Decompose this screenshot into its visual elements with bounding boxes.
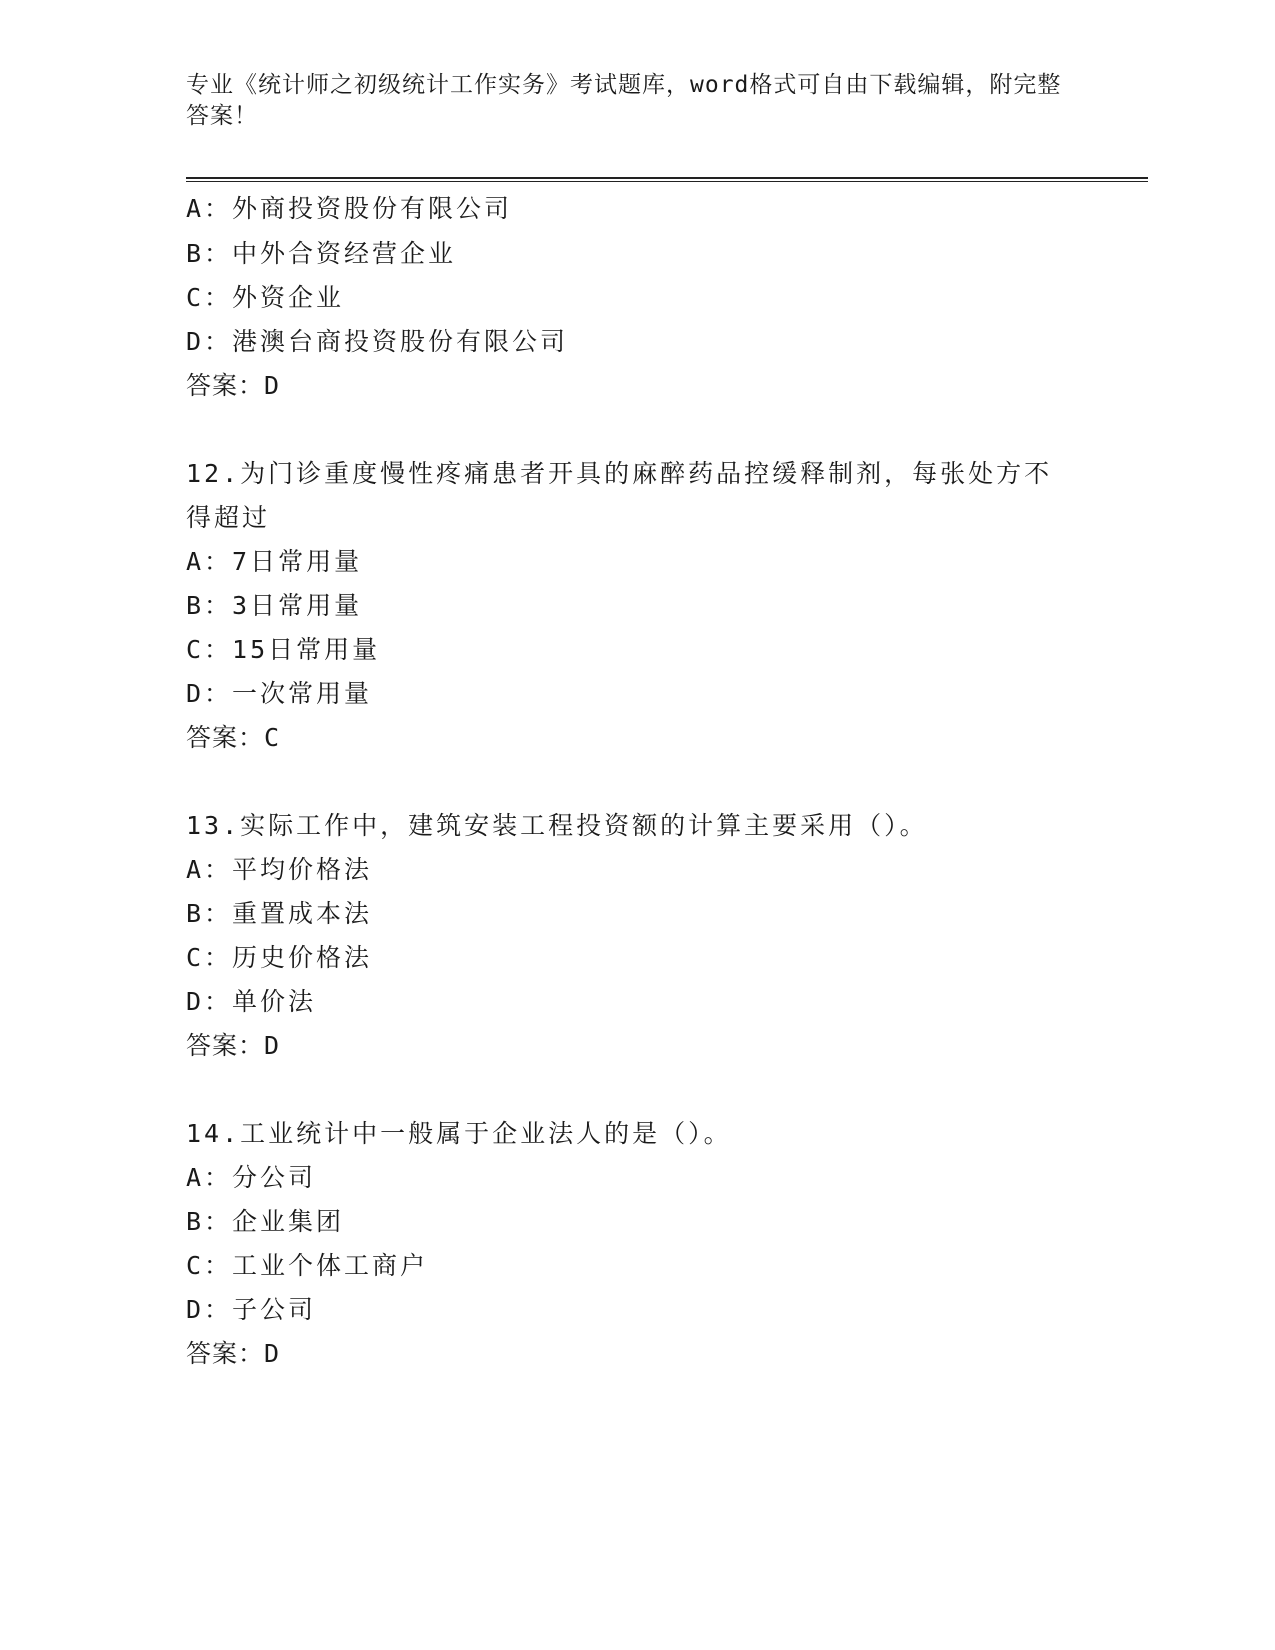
q14-option-b: B：企业集团 bbox=[186, 1207, 345, 1236]
q14-answer: 答案：D bbox=[186, 1339, 281, 1368]
q14-option-d: D：子公司 bbox=[186, 1295, 317, 1324]
q13-option-a: A：平均价格法 bbox=[186, 855, 373, 884]
q13-option-d: D：单价法 bbox=[186, 987, 317, 1016]
q11-option-a: A：外商投资股份有限公司 bbox=[186, 194, 513, 223]
header-divider bbox=[186, 177, 1148, 182]
q12-stem-line2: 得超过 bbox=[186, 503, 271, 532]
document-header: 专业《统计师之初级统计工作实务》考试题库，word格式可自由下载编辑，附完整答案！ bbox=[186, 72, 1062, 129]
q13-option-b: B：重置成本法 bbox=[186, 899, 373, 928]
q12-stem-line1: 12.为门诊重度慢性疼痛患者开具的麻醉药品控缓释制剂，每张处方不 bbox=[186, 459, 1053, 488]
q14-stem: 14.工业统计中一般属于企业法人的是（）。 bbox=[186, 1119, 732, 1148]
q11-option-d: D：港澳台商投资股份有限公司 bbox=[186, 327, 569, 356]
q11-answer: 答案：D bbox=[186, 371, 281, 400]
q12-answer: 答案：C bbox=[186, 723, 281, 752]
q13-option-c: C：历史价格法 bbox=[186, 943, 373, 972]
q12-option-b: B：3日常用量 bbox=[186, 591, 363, 620]
q14-option-a: A：分公司 bbox=[186, 1163, 317, 1192]
q12-option-d: D：一次常用量 bbox=[186, 679, 373, 708]
q14-option-c: C：工业个体工商户 bbox=[186, 1251, 429, 1280]
q11-option-c: C：外资企业 bbox=[186, 283, 345, 312]
q11-option-b: B：中外合资经营企业 bbox=[186, 239, 457, 268]
q12-option-a: A：7日常用量 bbox=[186, 547, 363, 576]
q12-option-c: C：15日常用量 bbox=[186, 635, 381, 664]
q13-answer: 答案：D bbox=[186, 1031, 281, 1060]
q13-stem: 13.实际工作中，建筑安装工程投资额的计算主要采用（）。 bbox=[186, 811, 928, 840]
